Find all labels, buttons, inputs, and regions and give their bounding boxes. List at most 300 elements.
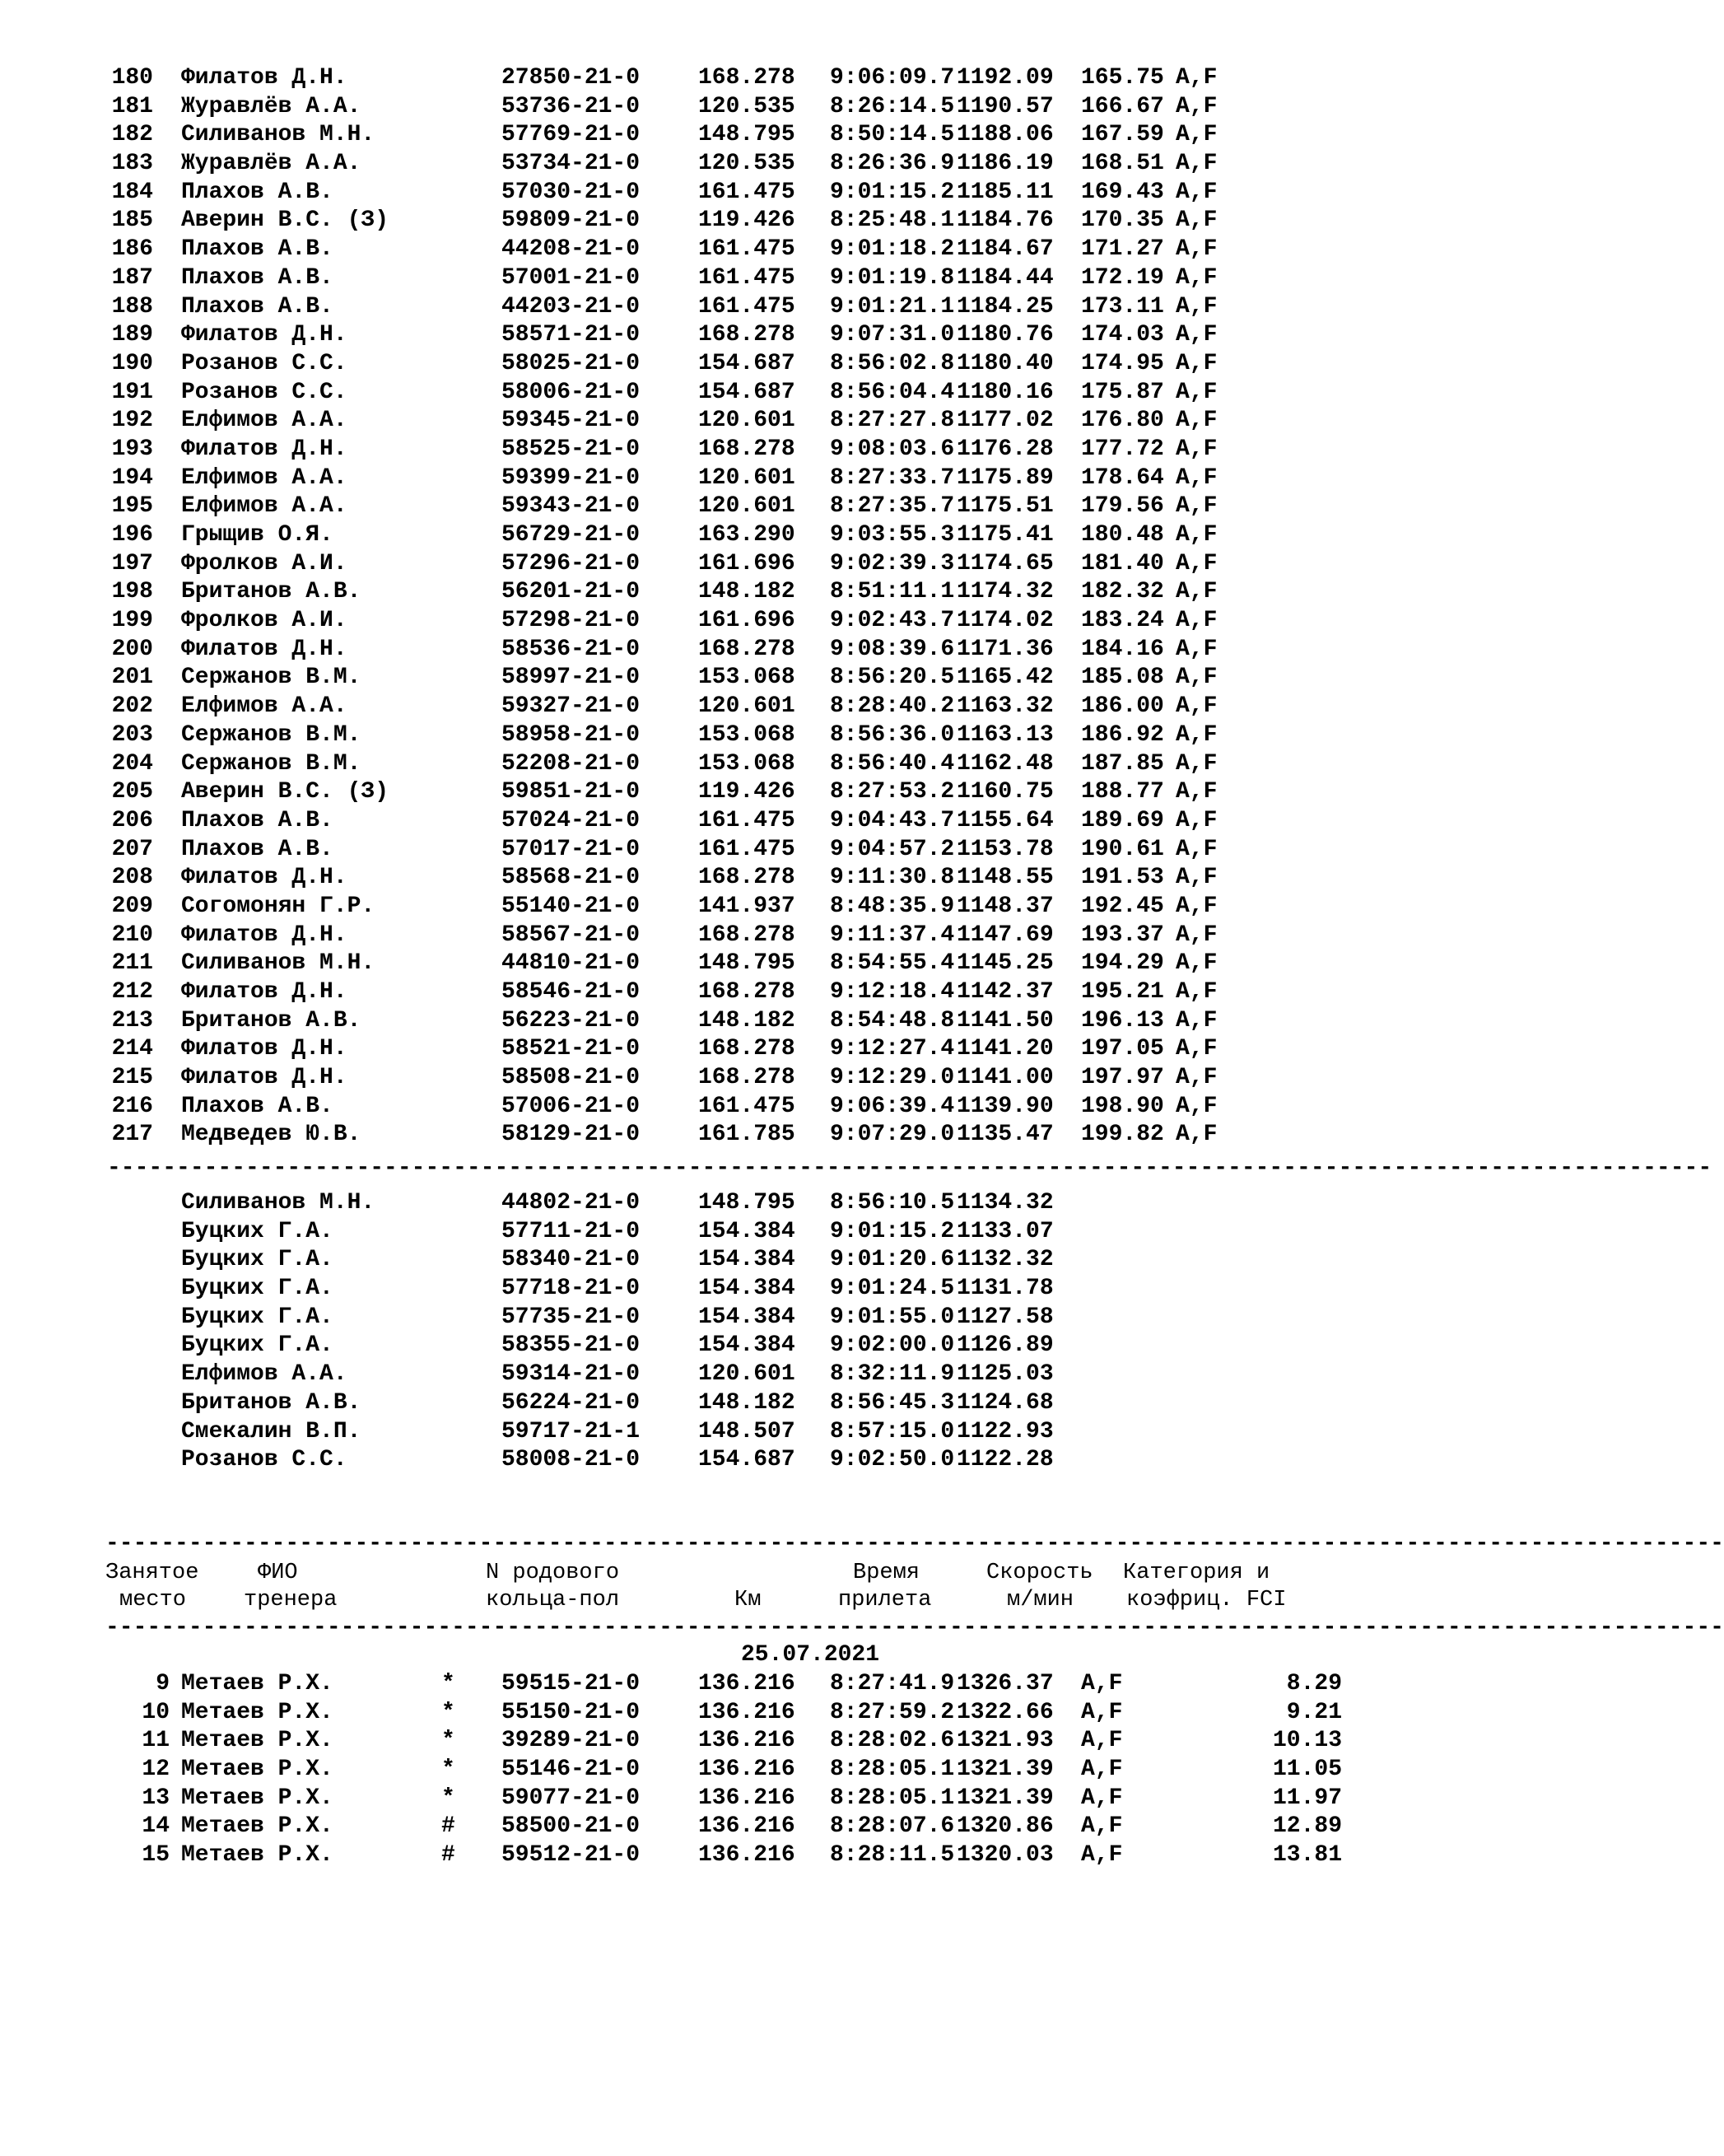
separator-line: --------------------------------------------------------------------------------------------------------------------- [105, 1531, 1724, 1556]
category: A,F [1176, 922, 1218, 948]
fci-coef: 11.97 [1272, 1785, 1342, 1811]
table-header [105, 1560, 1340, 1617]
table-row [105, 636, 1218, 665]
category: A,F [1176, 579, 1218, 605]
category: A,F [1081, 1728, 1123, 1754]
category: A,F [1081, 1699, 1123, 1725]
distance-km: 120.601 [698, 1361, 795, 1388]
table-row [105, 978, 1218, 1007]
distance-km: 154.384 [698, 1304, 795, 1330]
arrival-time: 9:02:43.7 [830, 608, 955, 634]
distance-km: 136.216 [698, 1699, 795, 1725]
trainer-name: Силиванов М.Н. [181, 122, 375, 148]
category: A,F [1081, 1757, 1123, 1783]
col-fio-label: тренера [244, 1588, 338, 1612]
speed: 1180.16 [957, 379, 1054, 405]
trainer-name: Филатов Д.Н. [181, 436, 347, 462]
speed: 1174.02 [957, 608, 1054, 634]
speed: 1184.44 [957, 264, 1054, 291]
trainer-name: Плахов А.В. [181, 1093, 333, 1119]
ring-number: 57296-21-0 [501, 550, 641, 576]
table-row [105, 1813, 1342, 1841]
distance-km: 120.535 [698, 93, 795, 119]
arrival-time: 9:01:19.8 [830, 264, 955, 291]
distance-km: 153.068 [698, 721, 795, 748]
trainer-name: Плахов А.В. [181, 236, 333, 263]
speed: 1186.19 [957, 151, 1054, 177]
category: A,F [1176, 379, 1218, 405]
ring-number: 56201-21-0 [501, 579, 641, 605]
fci-coef: 199.82 [1081, 1122, 1164, 1148]
col-category-label: Категория и [1123, 1561, 1270, 1585]
trainer-name: Фролков А.И. [181, 608, 347, 634]
ring-number: 56223-21-0 [501, 1007, 641, 1034]
fci-coef: 12.89 [1272, 1813, 1342, 1840]
arrival-time: 9:01:20.6 [830, 1247, 955, 1273]
arrival-time: 8:48:35.9 [830, 893, 955, 919]
speed: 1147.69 [957, 922, 1054, 948]
ring-number: 39289-21-0 [501, 1728, 641, 1754]
place: 15 [142, 1842, 170, 1869]
category: A,F [1176, 979, 1218, 1005]
ring-number: 57711-21-0 [501, 1218, 641, 1244]
speed: 1321.39 [957, 1757, 1054, 1783]
fci-coef: 177.72 [1081, 436, 1164, 462]
table-row [105, 750, 1218, 779]
distance-km: 119.426 [698, 779, 795, 805]
distance-km: 161.475 [698, 807, 795, 833]
speed: 1175.41 [957, 522, 1054, 548]
table-row [105, 1727, 1342, 1756]
mark: # [441, 1813, 455, 1840]
fci-coef: 191.53 [1081, 865, 1164, 891]
table-row [105, 407, 1218, 436]
arrival-time: 8:56:10.5 [830, 1190, 955, 1216]
place: 194 [111, 464, 153, 491]
ring-number: 58008-21-0 [501, 1447, 641, 1473]
distance-km: 161.475 [698, 179, 795, 205]
unranked-list [105, 1189, 1054, 1475]
trainer-name: Согомонян Г.Р. [181, 893, 375, 919]
ring-number: 58025-21-0 [501, 350, 641, 376]
place: 193 [111, 436, 153, 462]
arrival-time: 8:54:48.8 [830, 1007, 955, 1034]
list-item [105, 1332, 1054, 1360]
ring-number: 53736-21-0 [501, 93, 641, 119]
speed: 1174.32 [957, 579, 1054, 605]
speed: 1148.55 [957, 865, 1054, 891]
speed: 1155.64 [957, 807, 1054, 833]
arrival-time: 9:12:27.4 [830, 1036, 955, 1062]
distance-km: 153.068 [698, 665, 795, 691]
trainer-name: Британов А.В. [181, 1389, 361, 1416]
category: A,F [1176, 950, 1218, 977]
fci-coef: 165.75 [1081, 65, 1164, 91]
col-speed-label: м/мин [1007, 1588, 1074, 1612]
fci-coef: 183.24 [1081, 608, 1164, 634]
category: A,F [1176, 122, 1218, 148]
distance-km: 136.216 [698, 1671, 795, 1696]
speed: 1184.25 [957, 293, 1054, 320]
speed: 1192.09 [957, 65, 1054, 91]
table-row [105, 436, 1218, 464]
distance-km: 120.601 [698, 693, 795, 720]
table-row [105, 836, 1218, 865]
arrival-time: 9:06:09.7 [830, 65, 955, 91]
category: A,F [1176, 436, 1218, 462]
distance-km: 136.216 [698, 1728, 795, 1754]
distance-km: 168.278 [698, 65, 795, 91]
list-item [105, 1418, 1054, 1447]
arrival-time: 8:56:45.3 [830, 1389, 955, 1416]
category: A,F [1176, 693, 1218, 720]
arrival-time: 9:12:18.4 [830, 979, 955, 1005]
fci-coef: 9.21 [1286, 1699, 1342, 1725]
ring-number: 58006-21-0 [501, 379, 641, 405]
arrival-time: 9:02:39.3 [830, 550, 955, 576]
place: 198 [111, 579, 153, 605]
table-row [105, 1841, 1342, 1870]
distance-km: 148.182 [698, 1007, 795, 1034]
place: 10 [142, 1699, 170, 1725]
distance-km: 154.384 [698, 1276, 795, 1302]
trainer-name: Плахов А.В. [181, 807, 333, 833]
table-row [105, 1035, 1218, 1064]
category: A,F [1176, 636, 1218, 662]
distance-km: 136.216 [698, 1757, 795, 1783]
distance-km: 148.507 [698, 1418, 795, 1444]
place: 190 [111, 350, 153, 376]
table-row [105, 64, 1218, 93]
trainer-name: Аверин В.С. (З) [181, 779, 389, 805]
trainer-name: Елфимов А.А. [181, 464, 347, 491]
distance-km: 161.696 [698, 608, 795, 634]
table-row [105, 1699, 1342, 1728]
ring-number: 44208-21-0 [501, 236, 641, 263]
speed: 1180.76 [957, 322, 1054, 348]
trainer-name: Розанов С.С. [181, 379, 347, 405]
speed: 1184.76 [957, 208, 1054, 234]
ring-number: 58355-21-0 [501, 1332, 641, 1359]
trainer-name: Буцких Г.А. [181, 1276, 333, 1302]
category: A,F [1081, 1842, 1123, 1869]
fci-coef: 185.08 [1081, 665, 1164, 691]
arrival-time: 8:28:07.6 [830, 1813, 955, 1840]
arrival-time: 8:26:14.5 [830, 93, 955, 119]
speed: 1177.02 [957, 408, 1054, 434]
speed: 1180.40 [957, 350, 1054, 376]
speed: 1176.28 [957, 436, 1054, 462]
arrival-time: 9:07:29.0 [830, 1122, 955, 1148]
ring-number: 57001-21-0 [501, 264, 641, 291]
col-ring-label: кольца-пол [486, 1588, 620, 1612]
ring-number: 57006-21-0 [501, 1093, 641, 1119]
category: A,F [1081, 1785, 1123, 1811]
place: 209 [111, 893, 153, 919]
col-place-label: Занятое [105, 1561, 199, 1585]
fci-coef: 170.35 [1081, 208, 1164, 234]
place: 201 [111, 665, 153, 691]
place: 213 [111, 1007, 153, 1034]
arrival-time: 8:27:33.7 [830, 464, 955, 491]
ring-number: 57030-21-0 [501, 179, 641, 205]
place: 200 [111, 636, 153, 662]
category: A,F [1176, 1007, 1218, 1034]
arrival-time: 9:01:55.0 [830, 1304, 955, 1330]
trainer-name: Силиванов М.Н. [181, 1190, 375, 1216]
distance-km: 161.475 [698, 293, 795, 320]
speed: 1141.50 [957, 1007, 1054, 1034]
ring-number: 58571-21-0 [501, 322, 641, 348]
distance-km: 163.290 [698, 522, 795, 548]
table-row [105, 1670, 1342, 1699]
fci-coef: 13.81 [1272, 1842, 1342, 1869]
place: 211 [111, 950, 153, 977]
ring-number: 59515-21-0 [501, 1671, 641, 1696]
table-row [105, 1064, 1218, 1093]
ring-number: 57735-21-0 [501, 1304, 641, 1330]
place: 217 [111, 1122, 153, 1148]
table-row [105, 521, 1218, 550]
ring-number: 44810-21-0 [501, 950, 641, 977]
distance-km: 154.384 [698, 1218, 795, 1244]
table-row [105, 893, 1218, 922]
distance-km: 161.475 [698, 236, 795, 263]
trainer-name: Плахов А.В. [181, 179, 333, 205]
arrival-time: 8:28:05.1 [830, 1785, 955, 1811]
distance-km: 168.278 [698, 979, 795, 1005]
speed: 1160.75 [957, 779, 1054, 805]
place: 199 [111, 608, 153, 634]
ring-number: 57298-21-0 [501, 608, 641, 634]
distance-km: 120.535 [698, 151, 795, 177]
place: 189 [111, 322, 153, 348]
trainer-name: Филатов Д.Н. [181, 979, 347, 1005]
fci-coef: 167.59 [1081, 122, 1164, 148]
list-item [105, 1246, 1054, 1275]
ring-number: 44802-21-0 [501, 1190, 641, 1216]
ring-number: 58536-21-0 [501, 636, 641, 662]
table-row [105, 721, 1218, 750]
arrival-time: 8:56:04.4 [830, 379, 955, 405]
col-time-label: прилета [838, 1588, 932, 1612]
trainer-name: Буцких Г.А. [181, 1247, 333, 1273]
trainer-name: Журавлёв А.А. [181, 93, 361, 119]
col-km-label: Км [734, 1588, 762, 1612]
distance-km: 161.475 [698, 836, 795, 862]
trainer-name: Британов А.В. [181, 1007, 361, 1034]
ring-number: 59512-21-0 [501, 1842, 641, 1869]
ring-number: 55146-21-0 [501, 1757, 641, 1783]
ring-number: 56224-21-0 [501, 1389, 641, 1416]
speed: 1122.28 [957, 1447, 1054, 1473]
place: 204 [111, 750, 153, 777]
speed: 1153.78 [957, 836, 1054, 862]
ring-number: 58546-21-0 [501, 979, 641, 1005]
speed: 1135.47 [957, 1122, 1054, 1148]
fci-coef: 173.11 [1081, 293, 1164, 320]
table-row [105, 264, 1218, 293]
category: A,F [1176, 807, 1218, 833]
arrival-time: 8:56:20.5 [830, 665, 955, 691]
distance-km: 136.216 [698, 1842, 795, 1869]
place: 206 [111, 807, 153, 833]
fci-coef: 179.56 [1081, 493, 1164, 520]
place: 13 [142, 1785, 170, 1811]
arrival-time: 8:56:36.0 [830, 721, 955, 748]
category: A,F [1176, 264, 1218, 291]
fci-coef: 176.80 [1081, 408, 1164, 434]
arrival-time: 9:08:03.6 [830, 436, 955, 462]
speed: 1326.37 [957, 1671, 1054, 1696]
table-row [105, 922, 1218, 950]
distance-km: 161.475 [698, 1093, 795, 1119]
place: 216 [111, 1093, 153, 1119]
arrival-time: 9:02:50.0 [830, 1447, 955, 1473]
table-row [105, 1785, 1342, 1813]
mark: * [441, 1785, 455, 1811]
fci-coef: 180.48 [1081, 522, 1164, 548]
trainer-name: Сержанов В.М. [181, 665, 361, 691]
table-row [105, 350, 1218, 379]
trainer-name: Филатов Д.Н. [181, 1036, 347, 1062]
place: 192 [111, 408, 153, 434]
category: A,F [1176, 65, 1218, 91]
place: 14 [142, 1813, 170, 1840]
distance-km: 154.384 [698, 1247, 795, 1273]
arrival-time: 8:51:11.1 [830, 579, 955, 605]
ring-number: 53734-21-0 [501, 151, 641, 177]
trainer-name: Елфимов А.А. [181, 693, 347, 720]
trainer-name: Журавлёв А.А. [181, 151, 361, 177]
fci-coef: 182.32 [1081, 579, 1164, 605]
trainer-name: Филатов Д.Н. [181, 65, 347, 91]
ring-number: 27850-21-0 [501, 65, 641, 91]
ring-number: 58568-21-0 [501, 865, 641, 891]
col-time-label: Время [853, 1561, 920, 1585]
speed: 1185.11 [957, 179, 1054, 205]
distance-km: 119.426 [698, 208, 795, 234]
speed: 1141.20 [957, 1036, 1054, 1062]
category: A,F [1176, 322, 1218, 348]
speed: 1131.78 [957, 1276, 1054, 1302]
table-row [105, 1093, 1218, 1122]
arrival-time: 8:32:11.9 [830, 1361, 955, 1388]
table-row [105, 150, 1218, 179]
arrival-time: 8:28:40.2 [830, 693, 955, 720]
fci-coef: 193.37 [1081, 922, 1164, 948]
table-row [105, 607, 1218, 636]
arrival-time: 8:26:36.9 [830, 151, 955, 177]
trainer-name: Филатов Д.Н. [181, 636, 347, 662]
distance-km: 161.696 [698, 550, 795, 576]
table-row [105, 550, 1218, 579]
category: A,F [1176, 1065, 1218, 1091]
list-item [105, 1360, 1054, 1389]
trainer-name: Метаев Р.Х. [181, 1699, 333, 1725]
ring-number: 59343-21-0 [501, 493, 641, 520]
fci-coef: 174.03 [1081, 322, 1164, 348]
distance-km: 120.601 [698, 408, 795, 434]
list-item [105, 1389, 1054, 1418]
place: 212 [111, 979, 153, 1005]
mark: * [441, 1699, 455, 1725]
place: 197 [111, 550, 153, 576]
distance-km: 148.182 [698, 1389, 795, 1416]
table-row [105, 693, 1218, 721]
table-row [105, 1756, 1342, 1785]
fci-coef: 178.64 [1081, 464, 1164, 491]
category: A,F [1176, 179, 1218, 205]
trainer-name: Аверин В.С. (З) [181, 208, 389, 234]
trainer-name: Филатов Д.Н. [181, 865, 347, 891]
ring-number: 56729-21-0 [501, 522, 641, 548]
fci-coef: 198.90 [1081, 1093, 1164, 1119]
arrival-time: 9:12:29.0 [830, 1065, 955, 1091]
arrival-time: 8:27:27.8 [830, 408, 955, 434]
ring-number: 59345-21-0 [501, 408, 641, 434]
speed: 1134.32 [957, 1190, 1054, 1216]
speed: 1321.39 [957, 1785, 1054, 1811]
fci-coef: 195.21 [1081, 979, 1164, 1005]
distance-km: 161.785 [698, 1122, 795, 1148]
fci-table [105, 1670, 1342, 1870]
arrival-time: 8:27:59.2 [830, 1699, 955, 1725]
speed: 1321.93 [957, 1728, 1054, 1754]
mark: * [441, 1757, 455, 1783]
category: A,F [1176, 464, 1218, 491]
fci-coef: 181.40 [1081, 550, 1164, 576]
trainer-name: Сержанов В.М. [181, 750, 361, 777]
table-row [105, 93, 1218, 122]
place: 183 [111, 151, 153, 177]
speed: 1126.89 [957, 1332, 1054, 1359]
table-row [105, 864, 1218, 893]
category: A,F [1176, 208, 1218, 234]
place: 184 [111, 179, 153, 205]
arrival-time: 9:01:18.2 [830, 236, 955, 263]
table-row [105, 778, 1218, 807]
distance-km: 161.475 [698, 264, 795, 291]
arrival-time: 9:08:39.6 [830, 636, 955, 662]
trainer-name: Метаев Р.Х. [181, 1757, 333, 1783]
table-row [105, 664, 1218, 693]
distance-km: 153.068 [698, 750, 795, 777]
distance-km: 148.795 [698, 122, 795, 148]
table-row [105, 1121, 1218, 1150]
category: A,F [1176, 408, 1218, 434]
fci-coef: 192.45 [1081, 893, 1164, 919]
fci-coef: 166.67 [1081, 93, 1164, 119]
ring-number: 58567-21-0 [501, 922, 641, 948]
place: 9 [156, 1671, 170, 1696]
trainer-name: Филатов Д.Н. [181, 922, 347, 948]
speed: 1322.66 [957, 1699, 1054, 1725]
ring-number: 57017-21-0 [501, 836, 641, 862]
category: A,F [1176, 750, 1218, 777]
col-category-label: коэфриц. FCI [1126, 1588, 1287, 1612]
distance-km: 168.278 [698, 322, 795, 348]
place: 180 [111, 65, 153, 91]
trainer-name: Метаев Р.Х. [181, 1728, 333, 1754]
speed: 1141.00 [957, 1065, 1054, 1091]
category: A,F [1176, 1122, 1218, 1148]
category: A,F [1176, 293, 1218, 320]
category: A,F [1176, 550, 1218, 576]
place: 11 [142, 1728, 170, 1754]
place: 185 [111, 208, 153, 234]
place: 214 [111, 1036, 153, 1062]
